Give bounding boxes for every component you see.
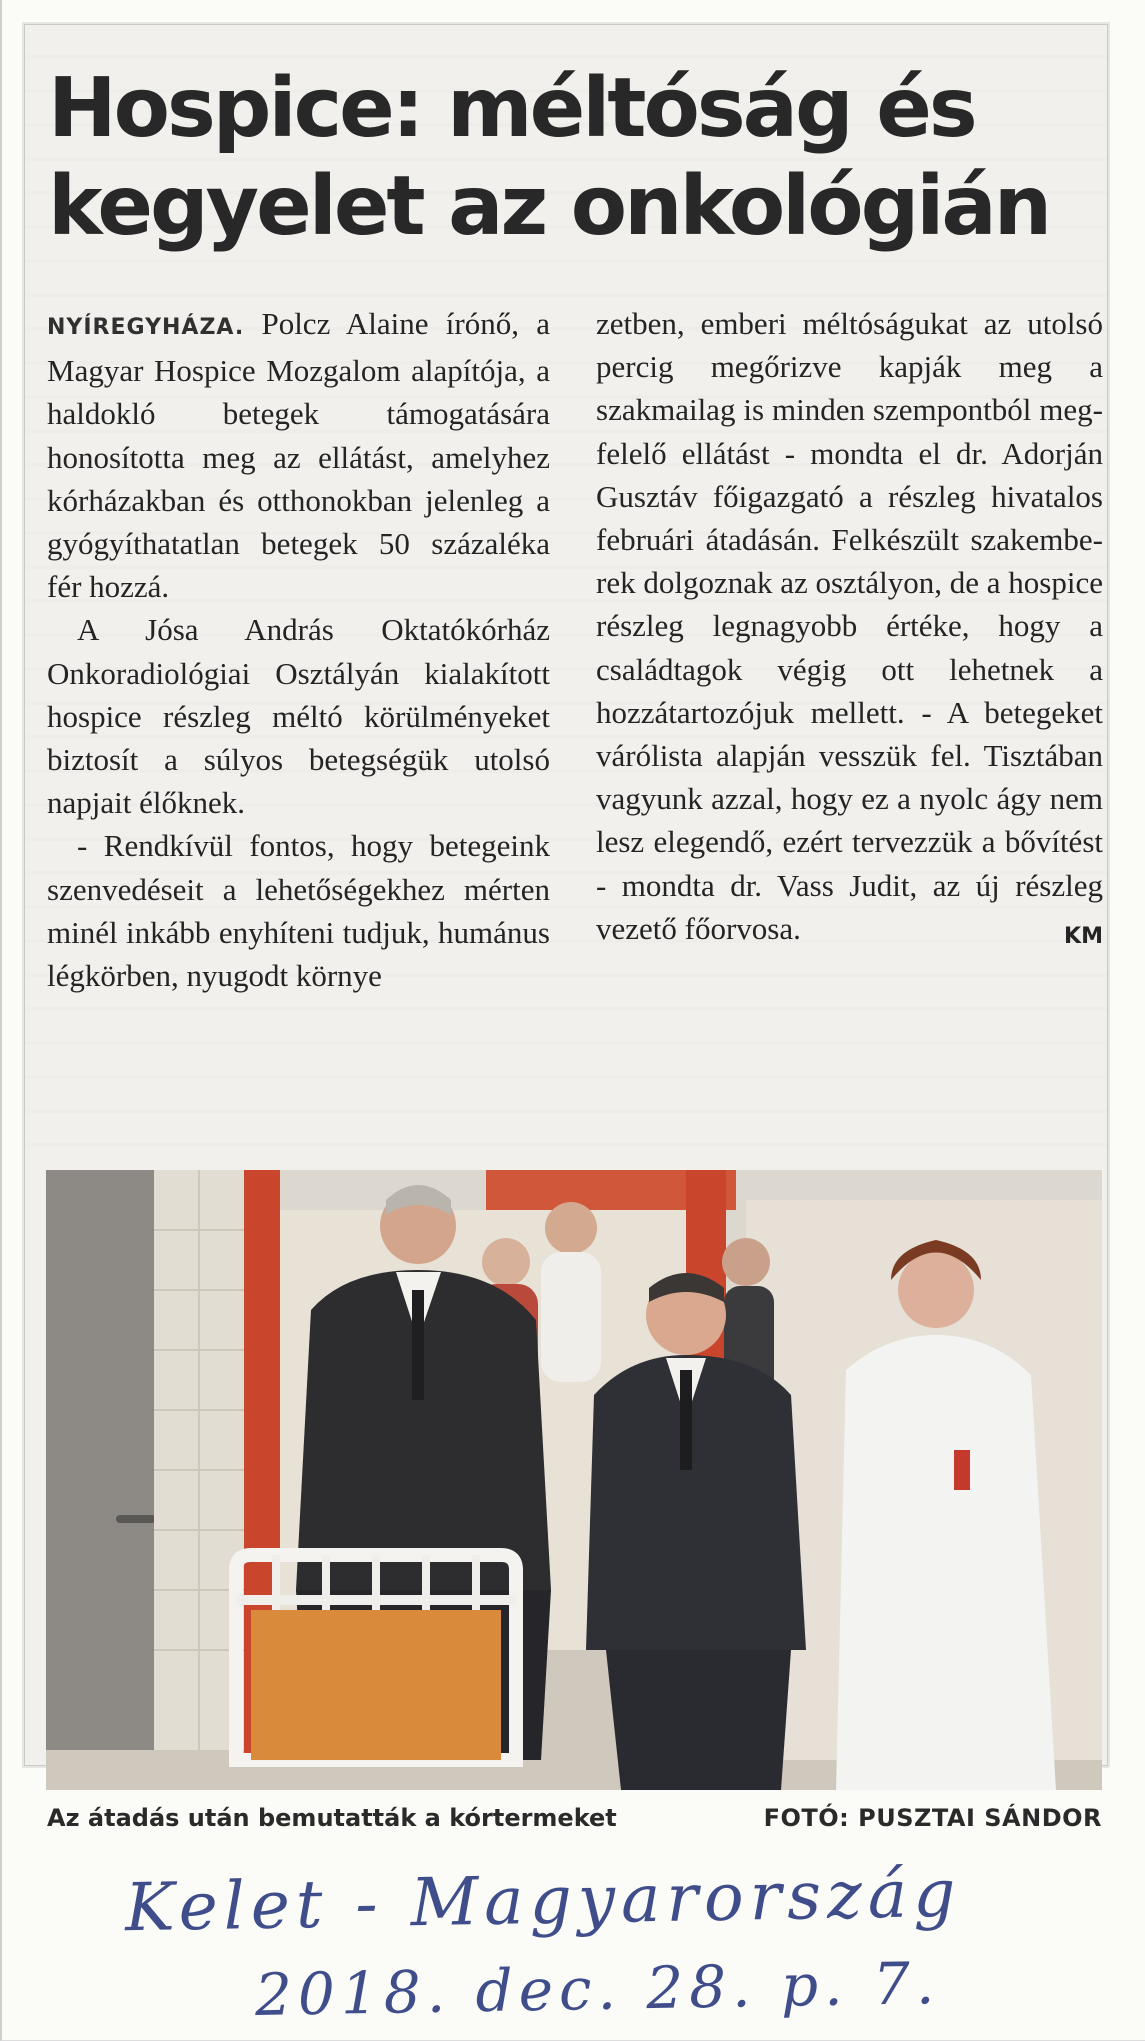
paragraph-2: A Jósa András Oktatókórház Onkoradiológiai Osztályán kialakított hospice részleg méltó körülményeket biztosít a súlyos betegségük utolsó napjait élőknek. bbox=[47, 612, 550, 821]
photo-credit: FOTÓ: PUSZTAI SÁNDOR bbox=[763, 1804, 1102, 1832]
paragraph-4: zetben, emberi méltóságukat az utolsó percig megőrizve kapják meg a szakmailag is minden szempontból megfelelő ellátást - mondta el dr. Adorján Gusztáv főigazgató a részleg hivatalos februári átadásán. Felkészült szakemberek dolgoznak az osztályon, de a hospice részleg legnagyobb értéke, hogy a családtagok végig ott lehetnek a hozzátartozójuk mellett. - A betegeket várólista alapján vesszük fel. Tisztában vagyunk azzal, hogy ez a nyolc ágy nem lesz elegendő, ezért tervezzük a bővítést - mondta dr. Vass Judit, az új részleg vezető főorvosa. bbox=[596, 306, 1104, 946]
photo-scene bbox=[46, 1170, 1102, 1790]
dateline: NYÍREGYHÁZA. bbox=[47, 315, 245, 340]
author-signature: KM bbox=[1064, 923, 1103, 949]
article-photo bbox=[46, 1170, 1102, 1790]
photo-caption: Az átadás után bemutatták a kórtermeket bbox=[47, 1804, 617, 1832]
headline: Hospice: méltóság és kegyelet az onkológián bbox=[48, 61, 1050, 254]
handwritten-source: Kelet - Magyarország bbox=[124, 1854, 963, 1947]
handwritten-date: 2018. dec. 28. p. 7. bbox=[254, 1949, 941, 2029]
photo-caption-bar bbox=[47, 1804, 1102, 1832]
paragraph-3: - Rendkívül fontos, hogy betegeink szenvedéseit a lehetőségekhez mérten minél inkább enyhíteni tudjuk, humánus légkörben, nyugodt környe bbox=[47, 828, 550, 994]
article-column-left bbox=[47, 302, 550, 997]
article-column-right bbox=[596, 302, 1103, 958]
paragraph-1: Polcz Alaine írónő, a Magyar Hospice Mozgalom alapítója, a haldokló betegek támogatására honosította meg az ellátást, amelyhez kórházakban és otthonokban jelenleg a gyógyíthatatlan betegek 50 százaléka fér hozzá. bbox=[47, 306, 550, 605]
